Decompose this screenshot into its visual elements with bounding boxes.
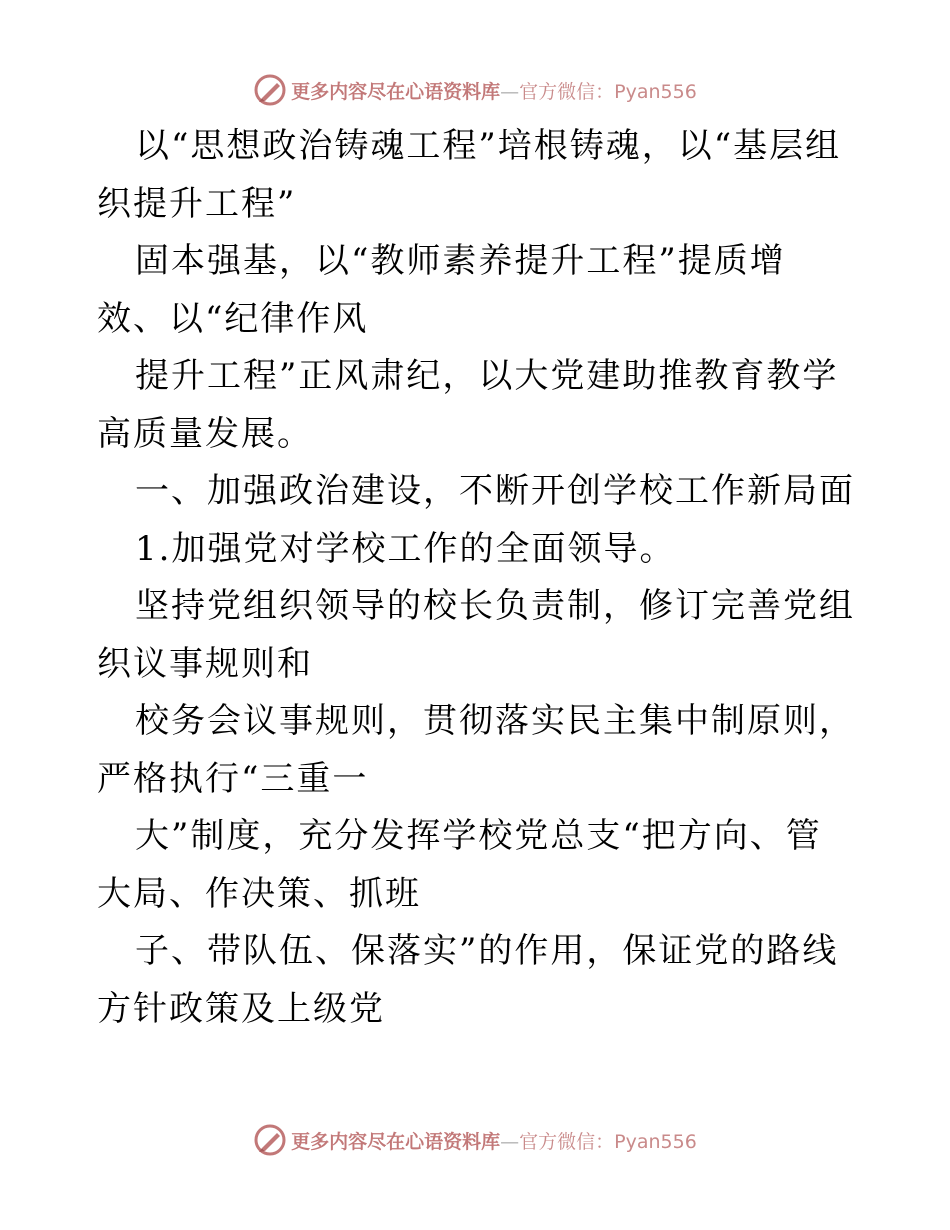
- paragraph: 提升工程”正风肃纪，以大党建助推教育教学高质量发展。: [97, 356, 839, 454]
- section-heading: 一、加强政治建设，不断开创学校工作新局面: [135, 471, 855, 511]
- paragraph: 以“思想政治铸魂工程”培根铸魂，以“基层组织提升工程”: [97, 126, 842, 224]
- pen-logo-icon: [253, 73, 287, 107]
- subsection-heading: 1.加强党对学校工作的全面领导。: [135, 528, 676, 569]
- paragraph: 子、带队伍、保落实”的作用，保证党的路线方针政策及上级党: [97, 931, 839, 1029]
- watermark-contact: 官方微信：Pyan556: [519, 80, 697, 103]
- paragraph: 坚持党组织领导的校长负责制，修订完善党组织议事规则和: [97, 586, 855, 684]
- watermark-contact: 官方微信：Pyan556: [519, 1130, 697, 1153]
- pen-logo-icon: [253, 1123, 287, 1157]
- watermark-brand: 更多内容尽在心语资料库: [291, 80, 501, 103]
- paragraph: 大”制度，充分发挥学校党总支“把方向、管大局、作决策、抓班: [97, 816, 822, 914]
- watermark-separator: —: [500, 80, 520, 103]
- watermark-separator: —: [500, 1130, 520, 1153]
- footer-watermark: [0, 1120, 950, 1160]
- document-body: [97, 118, 857, 1038]
- paragraph: 固本强基，以“教师素养提升工程”提质增效、以“纪律作风: [97, 241, 786, 339]
- watermark-brand: 更多内容尽在心语资料库: [291, 1130, 501, 1153]
- paragraph: 校务会议事规则，贯彻落实民主集中制原则，严格执行“三重一: [97, 701, 855, 799]
- header-watermark: [0, 70, 950, 110]
